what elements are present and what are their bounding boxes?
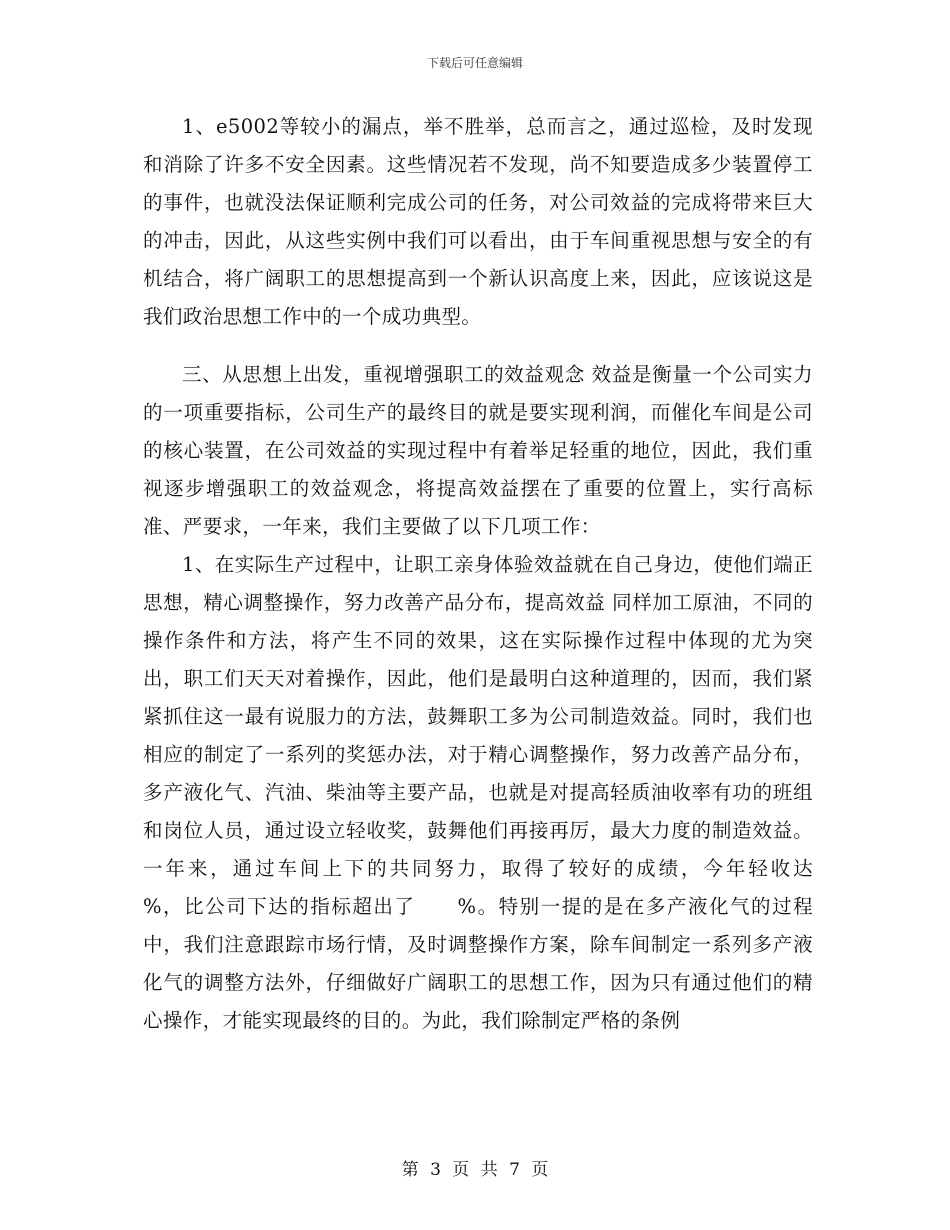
page-number-footer: 第 3 页 共 7 页 xyxy=(401,1160,549,1180)
page-header: 下载后可任意编辑 xyxy=(426,56,523,70)
paragraph-1: 1、e5002等较小的漏点，举不胜举，总而言之，通过巡检，及时发现和消除了许多不安全因素。这些情况若不发现，尚不知要造成多少装置停工的事件，也就没法保证顺利完成公司的任务，对公司效益的完成将带来巨大的冲击，因此，从这些实例中我们可以看出，由于车间重视思想与安全的有机结合，将广阔职工的思想提高到一个新认识高度上来，因此，应该说这是我们政治思想工作中的一个成功典型。 xyxy=(143,115,813,328)
paragraph-2: 三、从思想上出发，重视增强职工的效益观念 效益是衡量一个公司实力的一项重要指标，公司生产的最终目的就是要实现利润，而催化车间是公司的核心装置，在公司效益的实现过程中有着举足轻重的地位，因此，我们重视逐步增强职工的效益观念，将提高效益摆在了重要的位置上，实行高标准、严要求，一年来，我们主要做了以下几项工作： xyxy=(143,363,813,538)
document-body xyxy=(143,108,853,1040)
paragraph-3: 1、在实际生产过程中，让职工亲身体验效益就在自己身边，使他们端正思想，精心调整操作，努力改善产品分布，提高效益 同样加工原油，不同的操作条件和方法，将产生不同的效果，这在实际操作过程中体现的尤为突出，职工们天天对着操作，因此，他们是最明白这种道理的，因而，我们紧紧抓住这一最有说服力的方法，鼓舞职工多为公司制造效益。同时，我们也相应的制定了一系列的奖惩办法，对于精心调整操作，努力改善产品分布，多产液化气、汽油、柴油等主要产品，也就是对提高轻质油收率有功的班组和岗位人员，通过设立轻收奖，鼓舞他们再接再厉，最大力度的制造效益。一年来，通过车间上下的共同努力，取得了较好的成绩，今年轻收达 %，比公司下达的指标超出了 %。特别一提的是在多产液化气的过程中，我们注意跟踪市场行情，及时调整操作方案，除车间制定一系列多产液化气的调整方法外，仔细做好广阔职工的思想工作，因为只有通过他们的精心操作，才能实现最终的目的。为此，我们除制定严格的条例 xyxy=(143,553,853,1032)
